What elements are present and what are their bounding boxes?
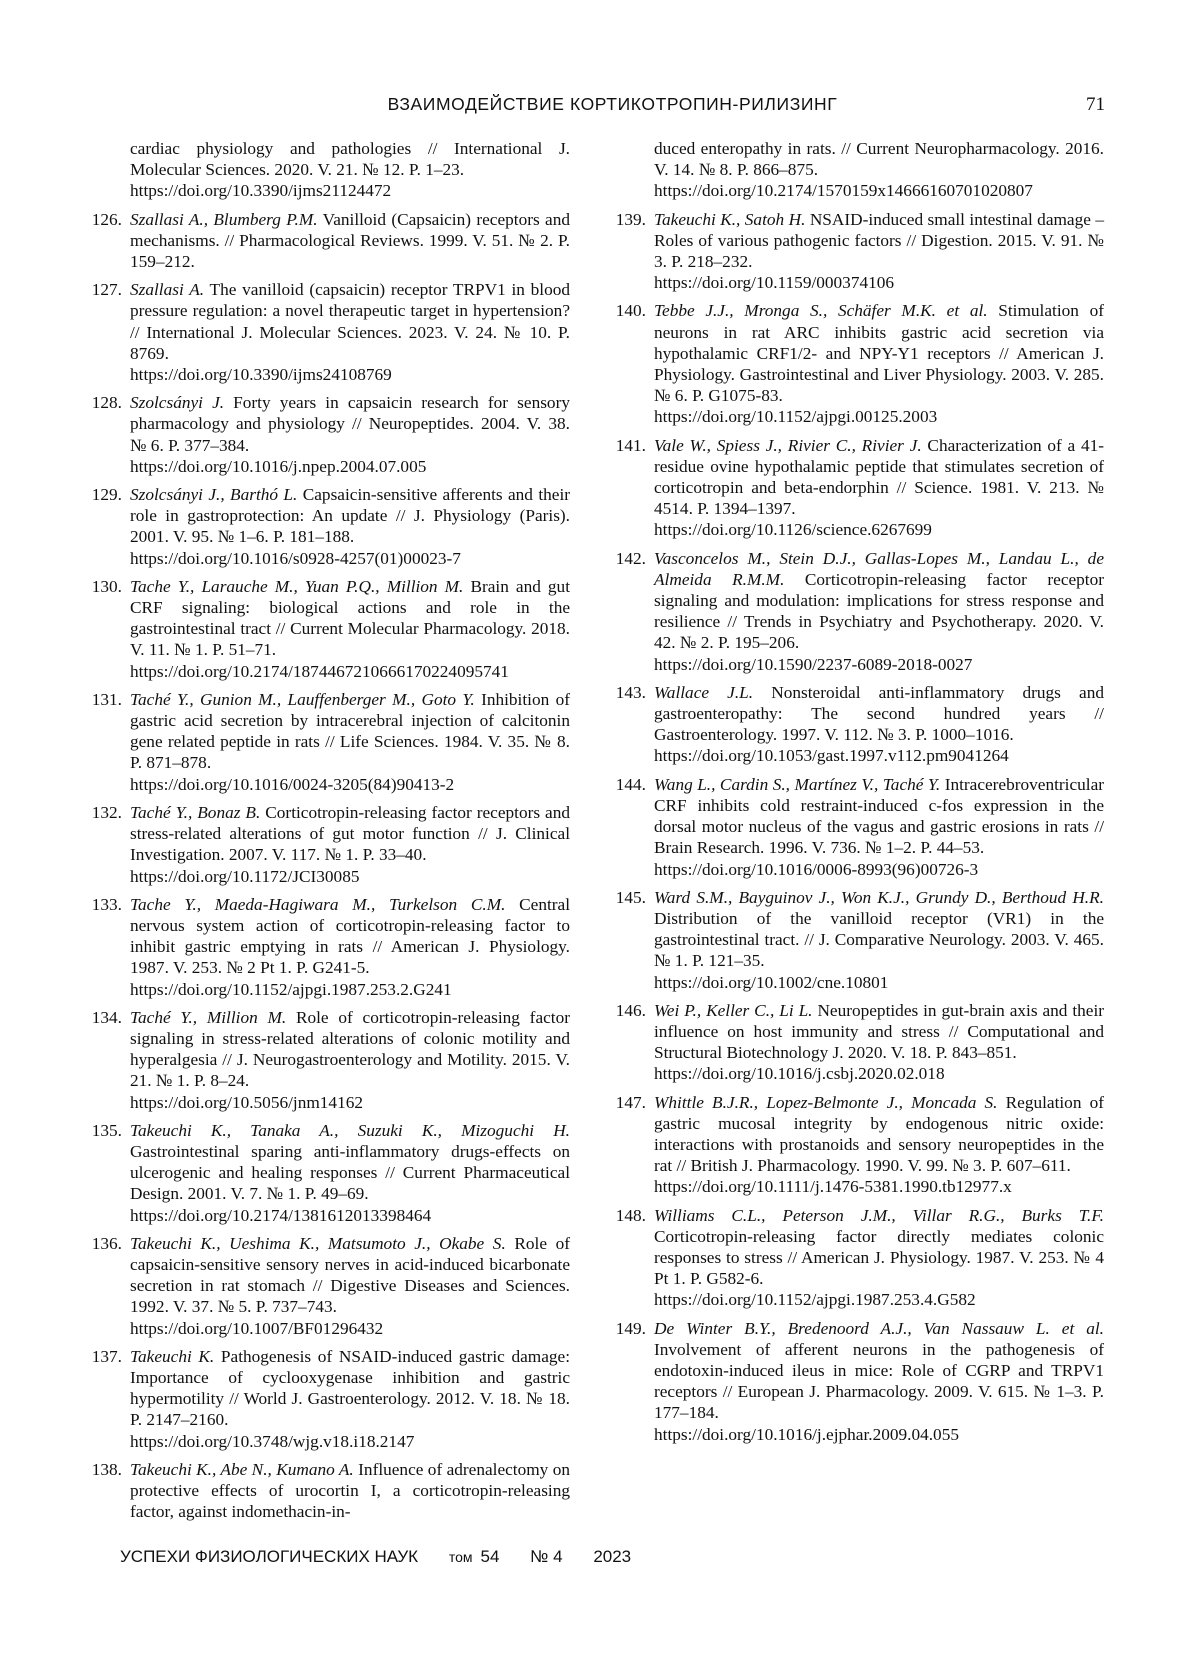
reference-number: 136.: [91, 1233, 122, 1253]
reference-doi-link[interactable]: https://doi.org/10.1172/JCI30085: [130, 866, 360, 886]
reference-number: 128.: [91, 393, 122, 413]
reference-text: NSAID-induced small intestinal damage – Roles of various pathogenic factors // Digestion. 2015. V. 91. № 3. P. 218–232.: [654, 209, 1104, 272]
reference-text: Influence of adrenalectomy on protective effects of urocortin I, a corticotropin-releasing factor, against indomethacin-in-: [130, 1459, 570, 1522]
reference-number: 132.: [91, 802, 122, 822]
reference-authors: Wang L., Cardin S., Martínez V., Taché Y.: [654, 774, 941, 794]
reference-text: Corticotropin-releasing factor receptor signaling and modulation: implications for stress response and resilience // Trends in Psychiatry and Psychotherapy. 2020. V. 42. № 2. P. 195–206.: [654, 569, 1105, 653]
journal-footer: [120, 1547, 657, 1567]
reference-item: [82, 894, 570, 1000]
reference-doi-link[interactable]: https://doi.org/10.1016/0024-3205(84)90413-2: [130, 774, 455, 794]
left-column: [82, 138, 570, 1529]
reference-text: Stimulation of neurons in rat ARC inhibits gastric acid secretion via hypothalamic CRF1/2- and NPY-Y1 receptors // American J. Physiology. Gastrointestinal and Liver Physiology. 2003. V. 285. № 6. P. G1075-83.: [654, 301, 1104, 406]
reference-item: [82, 1346, 570, 1452]
reference-number: 134.: [91, 1007, 122, 1027]
issue-number: № 4: [530, 1547, 563, 1566]
reference-authors: Szallasi A., Blumberg P.M.: [130, 209, 318, 229]
reference-doi-link[interactable]: https://doi.org/10.1002/cne.10801: [654, 972, 889, 992]
reference-doi-link[interactable]: https://doi.org/10.2174/1874467210666170224095741: [130, 661, 509, 681]
reference-authors: Takeuchi K.: [130, 1346, 215, 1366]
reference-item: [82, 209, 570, 273]
reference-number: 137.: [91, 1346, 122, 1366]
reference-number: 133.: [91, 894, 122, 914]
volume-label: том: [448, 1549, 473, 1565]
reference-authors: Tache Y., Maeda-Hagiwara M., Turkelson C.M.: [130, 894, 506, 914]
reference-authors: Takeuchi K., Satoh H.: [654, 209, 806, 229]
reference-number: 142.: [615, 548, 646, 568]
reference-doi-link[interactable]: https://doi.org/10.2174/1381612013398464: [130, 1205, 432, 1225]
running-head: [120, 94, 1105, 120]
journal-name: УСПЕХИ ФИЗИОЛОГИЧЕСКИХ НАУК: [120, 1547, 419, 1566]
reference-item: [606, 1318, 1104, 1445]
reference-number: 147.: [615, 1092, 646, 1112]
reference-text: Role of corticotropin-releasing factor signaling in stress-related alterations of colonic motility and hyperalgesia // J. Neurogastroenterology and Motility. 2015. V. 21. № 1. P. 8–24.: [130, 1007, 570, 1091]
reference-text: Corticotropin-releasing factor receptors and stress-related alterations of gut motor function // J. Clinical Investigation. 2007. V. 117. № 1. P. 33–40.: [130, 802, 570, 865]
reference-item: [606, 682, 1104, 767]
reference-item: [606, 1092, 1104, 1198]
reference-item: [82, 802, 570, 887]
reference-item: [82, 279, 570, 385]
reference-text: Inhibition of gastric acid secretion by intracerebral injection of calcitonin gene related peptide in rats // Life Sciences. 1984. V. 35. № 8. P. 871–878.: [130, 689, 570, 773]
reference-item: [606, 209, 1104, 294]
reference-text: Pathogenesis of NSAID-induced gastric damage: Importance of cyclooxygenase inhibition and gastric hypermotility // World J. Gastroenterology. 2012. V. 18. № 18. P. 2147–2160.: [130, 1346, 571, 1430]
reference-doi-link[interactable]: https://doi.org/10.1152/ajpgi.1987.253.2.G241: [130, 979, 452, 999]
reference-text: Capsaicin-sensitive afferents and their role in gastroprotection: An update // J. Physiology (Paris). 2001. V. 95. № 1–6. P. 181–188.: [130, 485, 570, 547]
reference-item: [606, 138, 1104, 202]
reference-item: [82, 484, 570, 569]
reference-authors: Takeuchi K., Tanaka A., Suzuki K., Mizoguchi H.: [130, 1120, 570, 1140]
reference-text: Vanilloid (Capsaicin) receptors and mechanisms. // Pharmacological Reviews. 1999. V. 51. № 2. P. 159–212.: [130, 209, 570, 272]
reference-text: Nonsteroidal anti-inflammatory drugs and gastroenteropathy: The second hundred years // Gastroenterology. 1997. V. 112. № 3. P. 1000–1016.: [654, 682, 1104, 745]
reference-authors: Tache Y., Larauche M., Yuan P.Q., Million M.: [130, 576, 464, 596]
reference-text: duced enteropathy in rats. // Current Neuropharmacology. 2016. V. 14. № 8. P. 866–875.: [654, 139, 1104, 180]
reference-number: 138.: [91, 1459, 122, 1479]
reference-authors: Taché Y., Bonaz B.: [130, 802, 261, 822]
reference-authors: Wallace J.L.: [654, 682, 754, 702]
reference-text: Role of capsaicin-sensitive sensory nerves in acid-induced bicarbonate secretion in rat stomach // Digestive Diseases and Sciences. 1992. V. 37. № 5. P. 737–743.: [130, 1233, 570, 1317]
reference-item: [82, 689, 570, 795]
reference-authors: Taché Y., Million M.: [130, 1007, 287, 1027]
right-column: [606, 138, 1104, 1452]
reference-text: The vanilloid (capsaicin) receptor TRPV1 in blood pressure regulation: a novel therapeutic target in hypertension? // International J. Molecular Sciences. 2023. V. 24. № 10. P. 8769.: [130, 280, 570, 363]
reference-item: [82, 576, 570, 682]
reference-number: 130.: [91, 576, 122, 596]
reference-authors: Whittle B.J.R., Lopez-Belmonte J., Moncada S.: [654, 1092, 998, 1112]
running-title: ВЗАИМОДЕЙСТВИЕ КОРТИКОТРОПИН-РИЛИЗИНГ: [387, 94, 838, 114]
reference-item: [606, 300, 1104, 427]
reference-item: [82, 392, 570, 477]
reference-authors: Szallasi A.: [130, 280, 205, 300]
reference-number: 141.: [615, 435, 646, 455]
reference-doi-link[interactable]: https://doi.org/10.1590/2237-6089-2018-0027: [654, 654, 973, 674]
reference-authors: Ward S.M., Bayguinov J., Won K.J., Grundy D., Berthoud H.R.: [654, 887, 1104, 907]
reference-number: 131.: [91, 689, 122, 709]
reference-text: Regulation of gastric mucosal integrity by endogenous nitric oxide: interactions with prostanoids and sensory neuropeptides in the rat // British J. Pharmacology. 1990. V. 99. № 3. P. 607–611.: [654, 1092, 1104, 1176]
reference-authors: Taché Y., Gunion M., Lauffenberger M., Goto Y.: [130, 689, 475, 709]
reference-item: [606, 548, 1104, 675]
reference-authors: Vasconcelos M., Stein D.J., Gallas-Lopes M., Landau L., de Almeida R.M.M.: [654, 548, 1104, 589]
reference-doi-link[interactable]: https://doi.org/10.1016/j.ejphar.2009.04.055: [654, 1424, 959, 1444]
reference-text: Neuropeptides in gut-brain axis and their influence on host immunity and stress // Computational and Structural Biotechnology J. 2020. V. 18. P. 843–851.: [654, 1000, 1105, 1063]
reference-number: 144.: [615, 774, 646, 794]
reference-item: [606, 887, 1104, 993]
reference-authors: Vale W., Spiess J., Rivier C., Rivier J.: [654, 435, 922, 455]
reference-text: Intracerebroventricular CRF inhibits cold restraint-induced c-fos expression in the dorsal motor nucleus of the vagus and gastric erosions in rats // Brain Research. 1996. V. 736. № 1–2. P. 44–53.: [654, 774, 1104, 858]
reference-number: 140.: [615, 301, 646, 321]
reference-doi-link[interactable]: https://doi.org/10.1016/j.npep.2004.07.005: [130, 456, 427, 476]
reference-authors: Tebbe J.J., Mronga S., Schäfer M.K. et al.: [654, 301, 988, 321]
reference-item: [82, 1120, 570, 1226]
reference-number: 129.: [91, 485, 122, 505]
reference-authors: Williams C.L., Peterson J.M., Villar R.G., Burks T.F.: [654, 1205, 1104, 1225]
reference-doi-link[interactable]: https://doi.org/10.1016/0006-8993(96)00726-3: [654, 859, 979, 879]
reference-item: [606, 1205, 1104, 1311]
reference-number: 148.: [615, 1205, 646, 1225]
reference-doi-link[interactable]: https://doi.org/10.1007/BF01296432: [130, 1318, 384, 1338]
reference-number: 139.: [615, 209, 646, 229]
reference-doi-link[interactable]: https://doi.org/10.1126/science.6267699: [654, 520, 932, 540]
reference-number: 145.: [615, 887, 646, 907]
reference-number: 127.: [91, 280, 122, 300]
reference-number: 146.: [615, 1000, 646, 1020]
reference-text: cardiac physiology and pathologies // International J. Molecular Sciences. 2020. V. 21. № 12. P. 1–23.: [130, 139, 570, 180]
reference-text: Central nervous system action of corticotropin-releasing factor to inhibit gastric emptying in rats // American J. Physiology. 1987. V. 253. № 2 Pt 1. P. G241-5.: [130, 894, 570, 978]
reference-doi-link[interactable]: https://doi.org/10.1053/gast.1997.v112.pm9041264: [654, 746, 1009, 766]
reference-doi-link[interactable]: https://doi.org/10.1159/000374106: [654, 273, 895, 293]
reference-doi-link[interactable]: https://doi.org/10.3748/wjg.v18.i18.2147: [130, 1431, 415, 1451]
reference-authors: Wei P., Keller C., Li L.: [654, 1000, 813, 1020]
reference-number: 149.: [615, 1318, 646, 1338]
reference-item: [82, 138, 570, 202]
reference-item: [606, 435, 1104, 541]
reference-doi-link[interactable]: https://doi.org/10.1152/ajpgi.1987.253.4.G582: [654, 1290, 976, 1310]
reference-doi-link[interactable]: https://doi.org/10.3390/ijms21124472: [130, 181, 392, 201]
reference-number: 135.: [91, 1120, 122, 1140]
reference-doi-link[interactable]: https://doi.org/10.2174/1570159x14666160701020807: [654, 181, 1033, 201]
reference-text: Brain and gut CRF signaling: biological actions and role in the gastrointestinal tract // Current Molecular Pharmacology. 2018. V. 11. № 1. P. 51–71.: [130, 576, 570, 660]
reference-item: [82, 1233, 570, 1339]
volume-number: 54: [480, 1547, 500, 1566]
reference-number: 126.: [91, 209, 122, 229]
reference-doi-link[interactable]: https://doi.org/10.1111/j.1476-5381.1990.tb12977.x: [654, 1177, 1012, 1197]
reference-authors: Szolcsányi J.: [130, 393, 225, 413]
page-number: 71: [1086, 94, 1105, 115]
reference-text: Gastrointestinal sparing anti-inflammatory drugs-effects on ulcerogenic and healing responses // Current Pharmaceutical Design. 2001. V. 7. № 1. P. 49–69.: [130, 1141, 570, 1204]
reference-text: Corticotropin-releasing factor directly mediates colonic responses to stress // American J. Physiology. 1987. V. 253. № 4 Pt 1. P. G582-6.: [654, 1226, 1104, 1289]
reference-text: Characterization of a 41-residue ovine hypothalamic peptide that stimulates secretion of corticotropin and beta-endorphin // Science. 1981. V. 213. № 4514. P. 1394–1397.: [654, 435, 1104, 519]
reference-authors: Takeuchi K., Abe N., Kumano A.: [130, 1459, 354, 1479]
reference-doi-link[interactable]: https://doi.org/10.3390/ijms24108769: [130, 365, 392, 385]
reference-text: Distribution of the vanilloid receptor (VR1) in the gastrointestinal tract. // J. Comparative Neurology. 2003. V. 465. № 1. P. 121–35.: [654, 908, 1104, 971]
reference-text: Involvement of afferent neurons in the pathogenesis of endotoxin-induced ileus in mice: Role of CGRP and TRPV1 receptors // European J. Pharmacology. 2009. V. 615. № 1–3. P. 177–184.: [654, 1339, 1104, 1423]
reference-text: Forty years in capsaicin research for sensory pharmacology and physiology // Neuropeptides. 2004. V. 38. № 6. P. 377–384.: [130, 393, 570, 455]
reference-doi-link[interactable]: https://doi.org/10.1016/s0928-4257(01)00023-7: [130, 548, 461, 568]
reference-item: [82, 1459, 570, 1523]
reference-authors: Szolcsányi J., Barthó L.: [130, 485, 298, 505]
reference-item: [606, 774, 1104, 880]
reference-item: [82, 1007, 570, 1113]
reference-authors: De Winter B.Y., Bredenoord A.J., Van Nassauw L. et al.: [654, 1318, 1104, 1338]
reference-doi-link[interactable]: https://doi.org/10.1152/ajpgi.00125.2003: [654, 407, 938, 427]
year: 2023: [593, 1547, 632, 1566]
reference-doi-link[interactable]: https://doi.org/10.5056/jnm14162: [130, 1092, 363, 1112]
reference-doi-link[interactable]: https://doi.org/10.1016/j.csbj.2020.02.018: [654, 1064, 945, 1084]
reference-authors: Takeuchi K., Ueshima K., Matsumoto J., Okabe S.: [130, 1233, 506, 1253]
reference-number: 143.: [615, 682, 646, 702]
reference-item: [606, 1000, 1104, 1085]
